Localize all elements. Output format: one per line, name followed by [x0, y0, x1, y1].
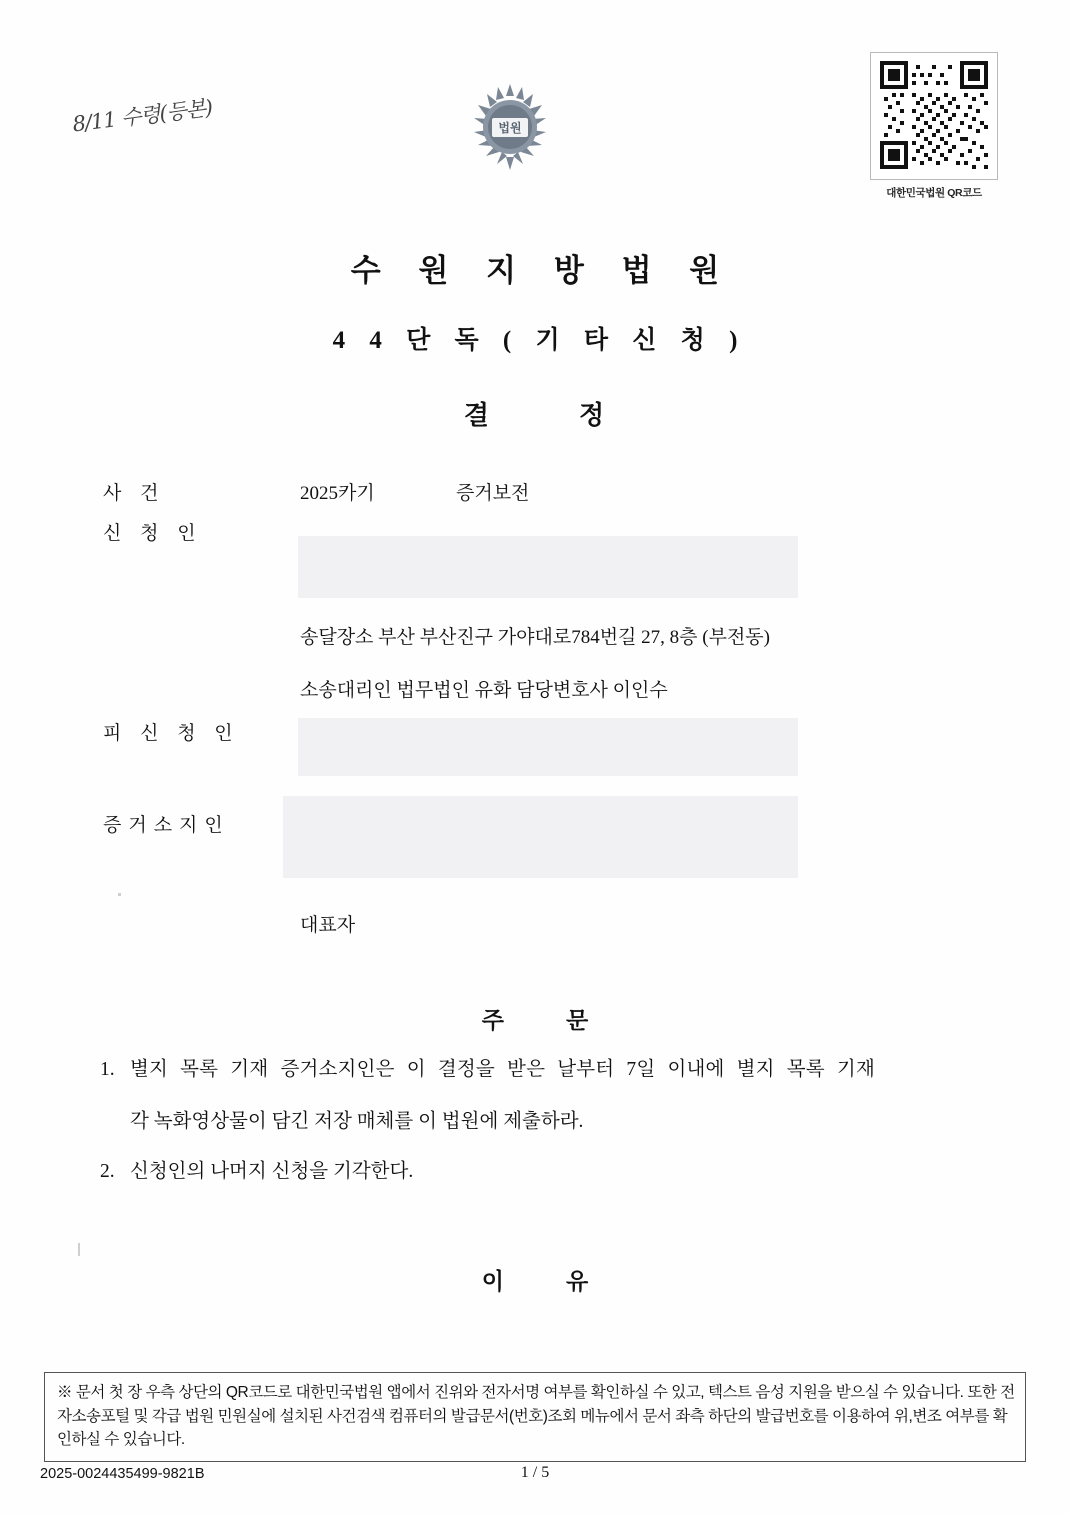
order-heading-left: 주	[481, 1008, 504, 1033]
issue-number: 2025-0024435499-9821B	[40, 1466, 205, 1482]
document-type-left: 결	[463, 401, 491, 430]
svg-text:법원: 법원	[498, 121, 522, 135]
order-item-2-line-1: 신청인의 나머지 신청을 기각한다.	[130, 1161, 414, 1182]
field-value-case-type: 증거보전	[456, 483, 530, 504]
order-item-1-line-1: 별지 목록 기재 증거소지인은 이 결정을 받은 날부터 7일 이내에 별지 목록 기재	[130, 1059, 875, 1080]
field-value-legal-representative: 소송대리인 법무법인 유화 담당변호사 이인수	[300, 680, 668, 701]
reason-heading-left: 이	[481, 1269, 504, 1294]
redaction-respondent	[298, 718, 798, 776]
qr-code-block	[870, 52, 998, 200]
scan-artifact	[118, 893, 121, 896]
order-item-2-number: 2.	[100, 1161, 115, 1182]
scan-artifact	[78, 1243, 80, 1256]
field-label-case: 사 건	[103, 483, 166, 504]
redaction-applicant	[298, 536, 798, 598]
order-item-1-line-2: 각 녹화영상물이 담긴 저장 매체를 이 법원에 제출하라.	[130, 1111, 584, 1132]
handwritten-note: 8/11 수령(등본)	[71, 95, 214, 137]
order-heading-right: 문	[566, 1008, 589, 1033]
order-section-heading	[0, 1002, 1070, 1035]
qr-code-icon	[870, 52, 998, 180]
field-value-case-number: 2025카기	[300, 483, 375, 504]
court-name-title: 수 원 지 방 법 원	[350, 253, 735, 288]
field-label-applicant: 신 청 인	[103, 523, 203, 544]
order-item-1-number: 1.	[100, 1059, 115, 1080]
qr-code-label: 대한민국법원 QR코드	[886, 187, 982, 199]
field-value-representative: 대표자	[300, 915, 356, 936]
verification-notice: ※ 문서 첫 장 우측 상단의 QR코드로 대한민국법원 앱에서 진위와 전자서명 여부를 확인하실 수 있고, 텍스트 음성 지원을 받으실 수 있습니다. 또한 전자소송포털 및 각급 법원 민원실에 설치된 사건검색 컴퓨터의 발급문서(번호)조회 메뉴에서 문서 좌측 하단의 발급번호를 이용하여 위,변조 여부를 확인하실 수 있습니다.	[44, 1372, 1026, 1462]
document-type-title	[0, 395, 1070, 432]
document-type-right: 정	[579, 401, 607, 430]
field-value-service-address: 송달장소 부산 부산진구 가야대로784번길 27, 8층 (부전동)	[300, 627, 770, 648]
page-indicator: 1 / 5	[520, 1464, 550, 1481]
field-label-respondent: 피 신 청 인	[103, 723, 240, 744]
reason-heading-right: 유	[566, 1269, 589, 1294]
redaction-evidence-holder	[283, 796, 798, 878]
court-emblem-icon	[468, 82, 552, 176]
field-label-evidence-holder: 증거소지인	[103, 815, 230, 836]
reason-section-heading	[0, 1263, 1070, 1296]
division-title: 4 4 단 독 ( 기 타 신 청 )	[332, 327, 747, 354]
